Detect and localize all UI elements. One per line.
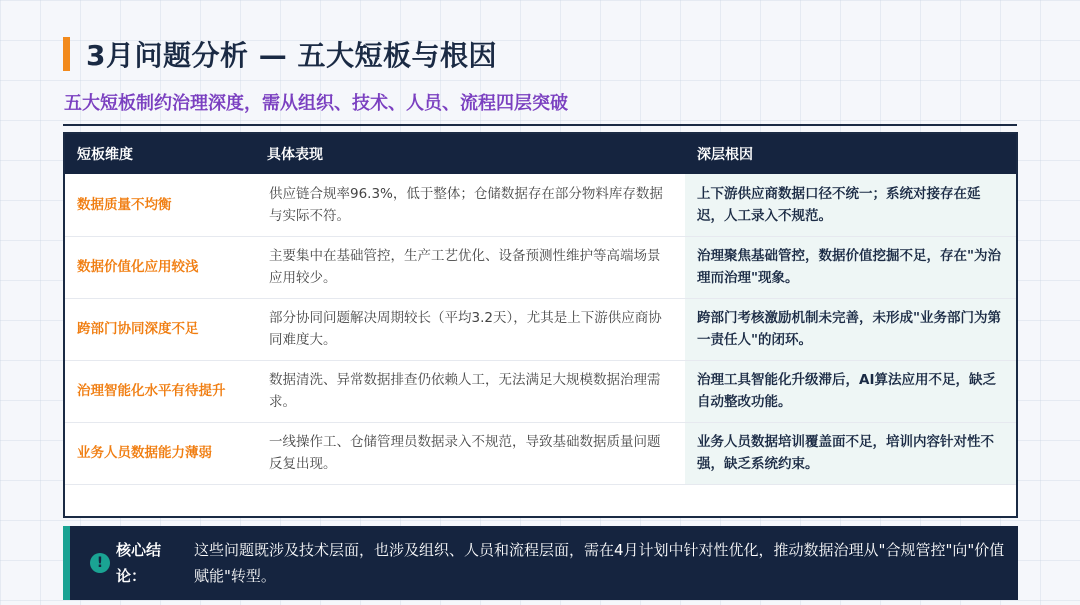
page-header [63, 36, 497, 72]
exclamation-icon: ! [90, 553, 110, 573]
row-description: 一线操作工、仓储管理员数据录入不规范，导致基础数据质量问题反复出现。 [269, 434, 661, 472]
row-dimension: 数据质量不均衡 [77, 196, 172, 213]
row-dimension: 治理智能化水平有待提升 [77, 383, 226, 399]
row-root-cause: 治理聚焦基础管控，数据价值挖掘不足，存在"为治理而治理"现象。 [685, 236, 1016, 298]
row-description: 供应链合规率96.3%，低于整体；仓储数据存在部分物料库存数据与实际不符。 [269, 185, 663, 224]
row-dimension: 数据价值化应用较浅 [77, 259, 199, 275]
conclusion-box [63, 526, 1018, 600]
header-divider [63, 124, 1017, 126]
header-root-cause: 深层根因 [697, 147, 753, 163]
table-header-row [65, 134, 1016, 174]
row-dimension: 业务人员数据能力薄弱 [77, 445, 212, 461]
conclusion-label: 核心结论： [116, 541, 162, 585]
row-description: 数据清洗、异常数据排查仍依赖人工，无法满足大规模数据治理需求。 [269, 372, 661, 410]
row-root-cause: 治理工具智能化升级滞后，AI算法应用不足，缺乏自动整改功能。 [685, 360, 1016, 422]
shortcomings-table-container [63, 132, 1018, 518]
table-row [65, 236, 1016, 298]
header-dimension: 短板维度 [77, 147, 133, 163]
page-subtitle: 五大短板制约治理深度，需从组织、技术、人员、流程四层突破 [64, 93, 568, 114]
row-root-cause: 跨部门考核激励机制未完善，未形成"业务部门为第一责任人"的闭环。 [685, 298, 1016, 360]
page-title: 3月问题分析 — 五大短板与根因 [86, 39, 497, 72]
table-row [65, 360, 1016, 422]
table-row [65, 298, 1016, 360]
row-description: 主要集中在基础管控，生产工艺优化、设备预测性维护等高端场景应用较少。 [269, 248, 661, 286]
row-root-cause: 业务人员数据培训覆盖面不足，培训内容针对性不强，缺乏系统约束。 [685, 422, 1016, 484]
conclusion-text: 这些问题既涉及技术层面，也涉及组织、人员和流程层面，需在4月计划中针对性优化，推动数据治理从"合规管控"向"价值赋能"转型。 [194, 541, 1005, 585]
table-row [65, 174, 1016, 236]
row-root-cause: 上下游供应商数据口径不统一；系统对接存在延迟，人工录入不规范。 [685, 174, 1016, 236]
title-accent-bar [63, 37, 70, 71]
header-description: 具体表现 [267, 147, 323, 163]
table-row [65, 422, 1016, 484]
row-dimension: 跨部门协同深度不足 [77, 321, 199, 337]
shortcomings-table [65, 134, 1016, 485]
row-description: 部分协同问题解决周期较长（平均3.2天），尤其是上下游供应商协同难度大。 [269, 310, 662, 348]
